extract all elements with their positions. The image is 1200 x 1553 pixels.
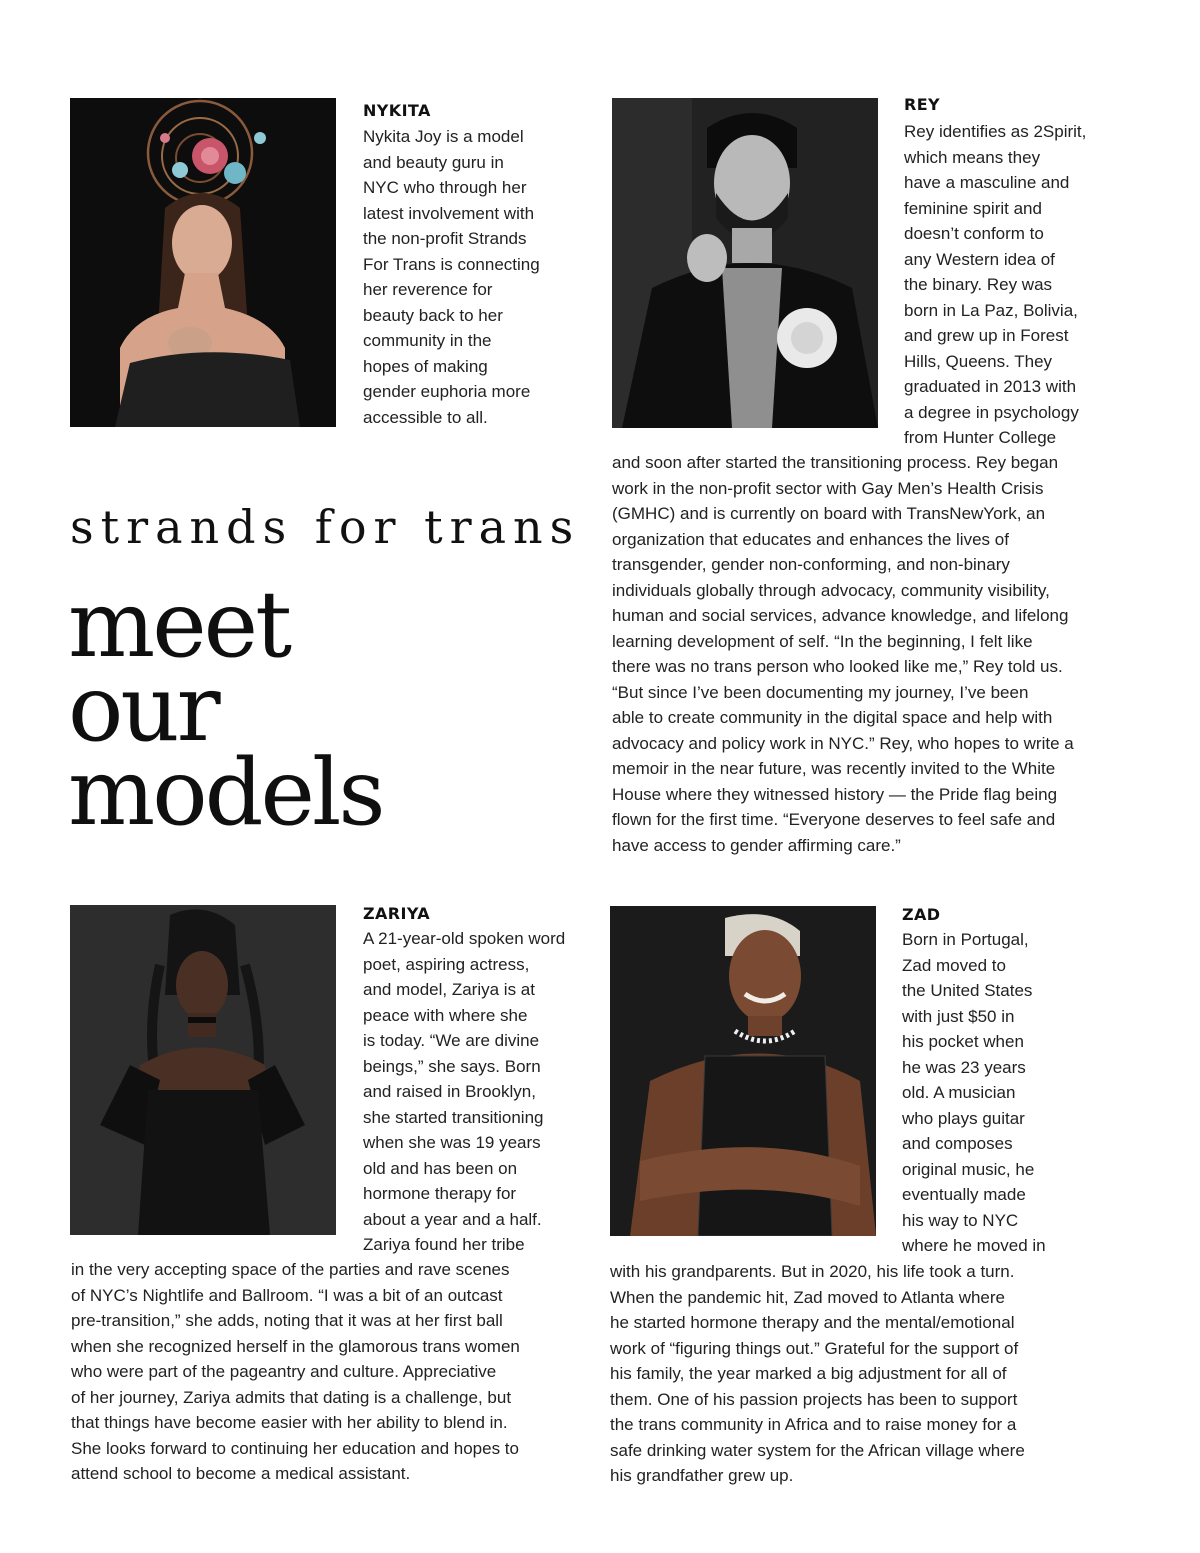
bio-line: when she was 19 years: [363, 1133, 541, 1152]
rey-bio-full: [612, 450, 1074, 858]
bio-line: and beauty guru in: [363, 152, 504, 172]
bio-line: old and has been on: [363, 1158, 518, 1178]
bio-line: NYC who through her: [363, 178, 527, 197]
bio-line: she started transitioning: [363, 1107, 544, 1127]
page-headline: [68, 571, 383, 846]
bio-line: who plays guitar: [902, 1108, 1025, 1128]
bio-line: transgender, gender non-conforming, and non-binary: [612, 555, 1010, 574]
bio-line: where he moved in: [902, 1236, 1046, 1255]
section-kicker: strands for trans: [70, 500, 581, 554]
headline-line-2: our: [68, 655, 218, 762]
bio-line: about a year and a half.: [363, 1209, 542, 1229]
bio-line: memoir in the near future, was recently invited to the White: [612, 759, 1056, 778]
bio-line: For Trans is connecting: [363, 254, 540, 274]
zad-bio-side: [902, 927, 1046, 1259]
bio-line: the non-profit Strands: [363, 229, 527, 248]
zad-bio-full: [610, 1259, 1025, 1489]
headline-line-1: meet: [68, 571, 290, 678]
bio-line: Born in Portugal,: [902, 930, 1029, 949]
bio-line: poet, aspiring actress,: [363, 954, 530, 974]
bio-line: work in the non-profit sector with Gay Men’s Health Crisis: [612, 478, 1044, 498]
bio-line: A 21-year-old spoken word: [363, 929, 566, 948]
bio-line: Rey identifies as 2Spirit,: [904, 122, 1087, 141]
bio-line: feminine spirit and: [904, 198, 1042, 218]
bio-line: When the pandemic hit, Zad moved to Atlanta where: [610, 1287, 1006, 1307]
bio-line: gender euphoria more: [363, 382, 531, 401]
bio-line: Nykita Joy is a model: [363, 127, 524, 146]
bio-line: her reverence for: [363, 280, 493, 299]
rey-photo: [612, 98, 878, 428]
bio-line: work of “figuring things out.” Grateful for the support of: [610, 1338, 1019, 1358]
bio-line: learning development of self. “In the beginning, I felt like: [612, 631, 1033, 651]
zariya-bio-full: [71, 1257, 520, 1487]
bio-line: and composes: [902, 1134, 1013, 1153]
bio-line: (GMHC) and is currently on board with TransNewYork, an: [612, 504, 1046, 523]
bio-line: his family, the year marked a big adjustment for all of: [610, 1364, 1007, 1383]
bio-line: with just $50 in: [902, 1006, 1015, 1026]
bio-line: human and social services, advance knowledge, and lifelong: [612, 606, 1069, 625]
bio-line: of NYC’s Nightlife and Ballroom. “I was a bit of an outcast: [71, 1285, 503, 1305]
bio-line: the trans community in Africa and to raise money for a: [610, 1415, 1017, 1434]
bio-line: his grandfather grew up.: [610, 1466, 794, 1485]
zad-name: ZAD: [902, 905, 941, 924]
bio-line: peace with where she: [363, 1005, 528, 1025]
bio-line: have a masculine and: [904, 173, 1070, 192]
bio-line: his way to NYC: [902, 1210, 1019, 1230]
nykita-bio: [363, 124, 540, 430]
rey-bio-side: [904, 119, 1086, 451]
bio-line: hopes of making: [363, 356, 488, 376]
zariya-photo: [70, 905, 336, 1235]
bio-line: latest involvement with: [363, 203, 535, 223]
bio-line: and model, Zariya is at: [363, 980, 535, 999]
bio-line: and raised in Brooklyn,: [363, 1082, 536, 1101]
bio-line: born in La Paz, Bolivia,: [904, 300, 1078, 320]
bio-line: graduated in 2013 with: [904, 377, 1077, 396]
bio-line: of her journey, Zariya admits that dating is a challenge, but: [71, 1387, 512, 1407]
bio-line: advocacy and policy work in NYC.” Rey, who hopes to write a: [612, 733, 1074, 753]
bio-line: community in the: [363, 331, 492, 350]
bio-line: doesn’t conform to: [904, 224, 1044, 243]
bio-line: hormone therapy for: [363, 1184, 517, 1203]
bio-line: organization that educates and enhances the lives of: [612, 529, 1009, 549]
bio-line: he started hormone therapy and the mental/emotional: [610, 1313, 1015, 1332]
bio-line: Zariya found her tribe: [363, 1235, 525, 1254]
bio-line: House where they witnessed history — the Pride flag being: [612, 784, 1058, 804]
bio-line: the binary. Rey was: [904, 275, 1053, 294]
bio-line: She looks forward to continuing her education and hopes to: [71, 1438, 519, 1458]
bio-line: a degree in psychology: [904, 402, 1079, 422]
zariya-name: ZARIYA: [363, 904, 431, 923]
zad-photo: [610, 906, 876, 1236]
bio-line: old. A musician: [902, 1083, 1016, 1102]
bio-line: Hills, Queens. They: [904, 351, 1053, 371]
bio-line: individuals globally through advocacy, community visibility,: [612, 580, 1050, 600]
bio-line: beauty back to her: [363, 305, 503, 325]
bio-line: which means they: [904, 147, 1041, 167]
bio-line: original music, he: [902, 1159, 1035, 1179]
bio-line: eventually made: [902, 1185, 1026, 1204]
bio-line: beings,” she says. Born: [363, 1056, 541, 1076]
bio-line: safe drinking water system for the African village where: [610, 1440, 1025, 1460]
bio-line: that things have become easier with her ability to blend in.: [71, 1413, 508, 1432]
bio-line: is today. “We are divine: [363, 1031, 540, 1050]
bio-line: there was no trans person who looked like me,” Rey told us.: [612, 657, 1063, 676]
bio-line: attend school to become a medical assistant.: [71, 1464, 411, 1483]
bio-line: “But since I’ve been documenting my journey, I’ve been: [612, 682, 1029, 702]
nykita-name: NYKITA: [363, 101, 431, 120]
bio-line: them. One of his passion projects has been to support: [610, 1389, 1018, 1409]
bio-line: from Hunter College: [904, 428, 1057, 447]
nykita-photo: [70, 98, 336, 427]
rey-name: REY: [904, 95, 941, 114]
bio-line: flown for the first time. “Everyone deserves to feel safe and: [612, 810, 1056, 829]
bio-line: when she recognized herself in the glamorous trans women: [71, 1336, 520, 1356]
bio-line: able to create community in the digital space and help with: [612, 708, 1053, 727]
bio-line: any Western idea of: [904, 249, 1055, 269]
bio-line: the United States: [902, 981, 1033, 1000]
bio-line: who were part of the pageantry and culture. Appreciative: [71, 1362, 497, 1381]
bio-line: in the very accepting space of the parties and rave scenes: [71, 1260, 510, 1279]
zariya-bio-side: [363, 926, 565, 1258]
bio-line: have access to gender affirming care.”: [612, 835, 901, 855]
bio-line: accessible to all.: [363, 407, 488, 427]
bio-line: with his grandparents. But in 2020, his life took a turn.: [610, 1262, 1015, 1281]
bio-line: his pocket when: [902, 1032, 1024, 1051]
bio-line: Zad moved to: [902, 955, 1006, 975]
bio-line: and grew up in Forest: [904, 326, 1069, 345]
headline-line-3: models: [68, 739, 383, 846]
bio-line: and soon after started the transitioning process. Rey began: [612, 453, 1059, 472]
bio-line: pre-transition,” she adds, noting that it was at her first ball: [71, 1311, 503, 1330]
bio-line: he was 23 years: [902, 1057, 1026, 1077]
